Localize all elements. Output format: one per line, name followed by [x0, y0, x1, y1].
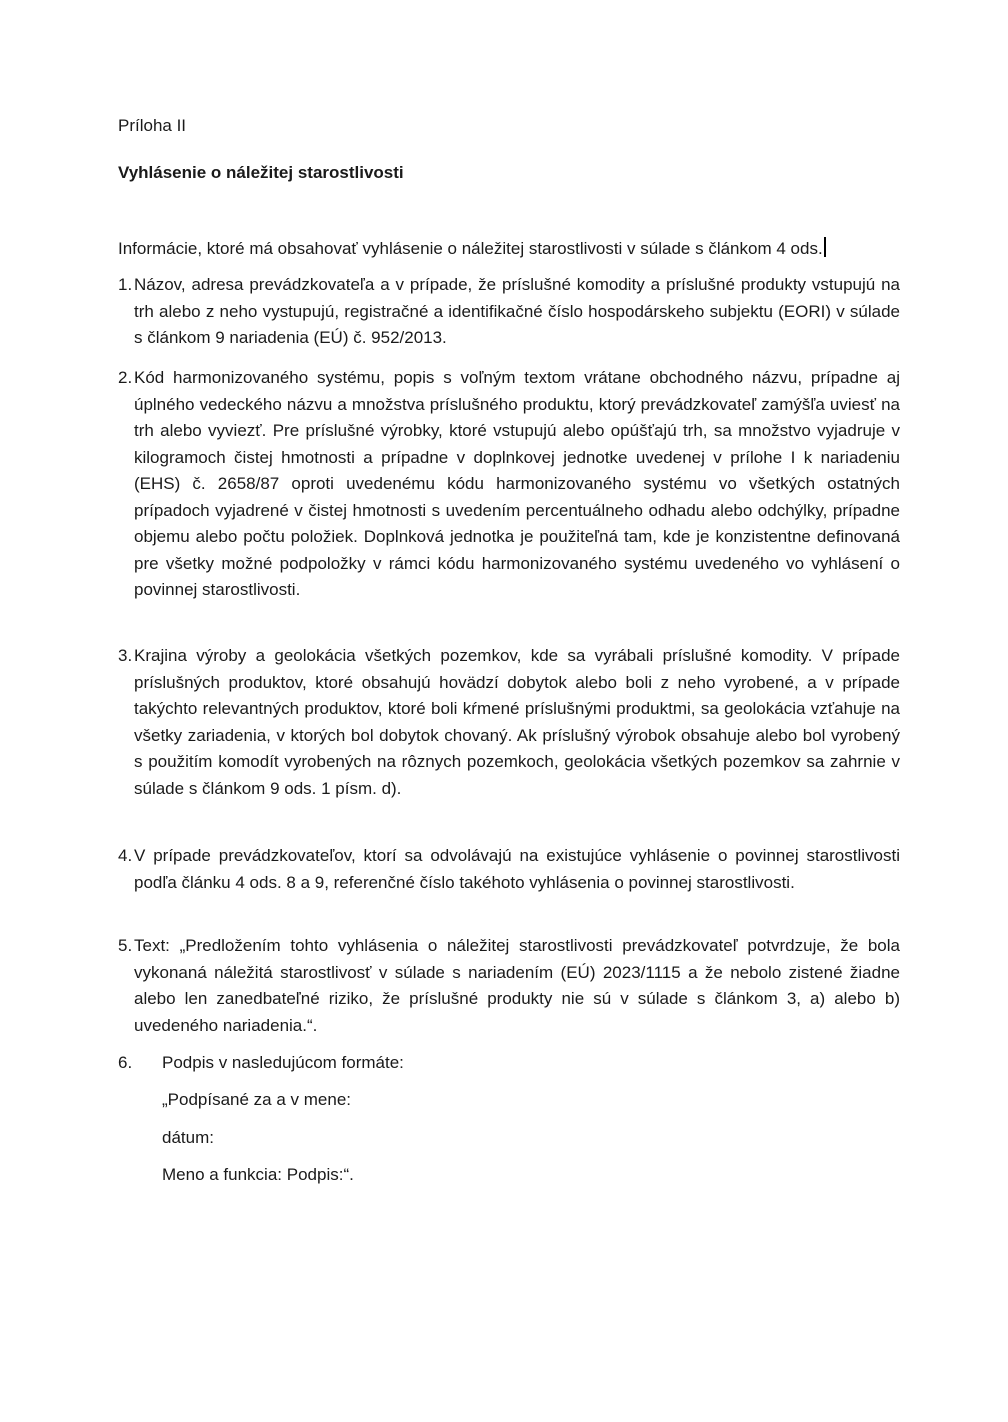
list-item-number: 6.	[118, 1053, 133, 1072]
list-item-5	[118, 933, 900, 1039]
list-item-text: Názov, adresa prevádzkovateľa a v prípade, že príslušné komodity a príslušné produkty vstupujú na trh alebo z neho vystupujú, registračné a identifikačné číslo hospodárskeho subjektu (EORI) v súlade s článkom 9 nariadenia (EÚ) č. 952/2013.	[134, 275, 900, 347]
document-title: Vyhlásenie o náležitej starostlivosti	[118, 163, 404, 182]
intro-paragraph[interactable]	[118, 236, 918, 262]
name-function-signature-line: Meno a funkcia: Podpis:“.	[162, 1165, 354, 1184]
list-item-4	[118, 843, 900, 896]
list-item-text: V prípade prevádzkovateľov, ktorí sa odvolávajú na existujúce vyhlásenie o povinnej starostlivosti podľa článku 4 ods. 8 a 9, referenčné číslo takéhoto vyhlásenia o povinnej starostlivosti.	[134, 846, 900, 892]
list-item-text: Text: „Predložením tohto vyhlásenia o náležitej starostlivosti prevádzkovateľ potvrdzuje, že bola vykonaná náležitá starostlivosť v súlade s nariadením (EÚ) 2023/1115 a že nebolo zistené žiadne alebo len zanedbateľné riziko, že príslušné produkty nie sú v súlade s článkom 3, a) alebo b) uvedeného nariadenia.“.	[134, 936, 900, 1035]
signed-on-behalf-line: „Podpísané za a v mene:	[162, 1090, 352, 1109]
list-item-2	[118, 365, 900, 604]
annex-label: Príloha II	[118, 116, 187, 135]
list-item-number: 3.	[118, 646, 133, 665]
intro-text: Informácie, ktoré má obsahovať vyhlásenie o náležitej starostlivosti v súlade s článkom 4 ods.	[118, 239, 823, 258]
list-item-number: 5.	[118, 936, 133, 955]
list-item-number: 2.	[118, 368, 133, 387]
list-item-number: 4.	[118, 846, 133, 865]
list-item-number: 1.	[118, 275, 133, 294]
text-cursor	[824, 237, 826, 257]
list-item-3	[118, 643, 900, 802]
list-item-1	[118, 272, 900, 352]
list-item-text: Krajina výroby a geolokácia všetkých pozemkov, kde sa vyrábali príslušné komodity. V prípade príslušných produktov, ktoré obsahujú hovädzí dobytok alebo boli z neho vyrobené, a v prípade takýchto relevantných produktov, ktoré boli kŕmené príslušnými produktmi, sa geolokácia vzťahuje na všetky zariadenia, v ktorých bol dobytok chovaný. Ak príslušný výrobok obsahuje alebo bol vyrobený s použitím komodít vyrobených na rôznych pozemkoch, geolokácia všetkých pozemkov sa zahrnie v súlade s článkom 9 ods. 1 písm. d).	[134, 646, 900, 798]
list-item-text: Kód harmonizovaného systému, popis s voľným textom vrátane obchodného názvu, prípadne aj úplného vedeckého názvu a množstva príslušného produktu, ktorý prevádzkovateľ zamýšľa uviesť na trh alebo vyviezť. Pre príslušné výrobky, ktoré vstupujú alebo opúšťajú trh, sa množstvo vyjadruje v kilogramoch čistej hmotnosti a prípadne v doplnkovej jednotke uvedenej v prílohe I k nariadeniu (EHS) č. 2658/87 oproti uvedenému kódu harmonizovaného systému vo všetkých ostatných prípadoch vyjadrené v čistej hmotnosti s uvedením percentuálneho odhadu alebo odchýlky, prípadne objemu alebo počtu položiek. Doplnková jednotka je použiteľná tam, kde je konzistentne definovaná pre všetky možné podpoložky v rámci kódu harmonizovaného systému uvedeného vo vyhlásení o povinnej starostlivosti.	[134, 368, 900, 599]
date-line: dátum:	[162, 1128, 214, 1147]
signature-format-line: Podpis v nasledujúcom formáte:	[162, 1053, 404, 1072]
